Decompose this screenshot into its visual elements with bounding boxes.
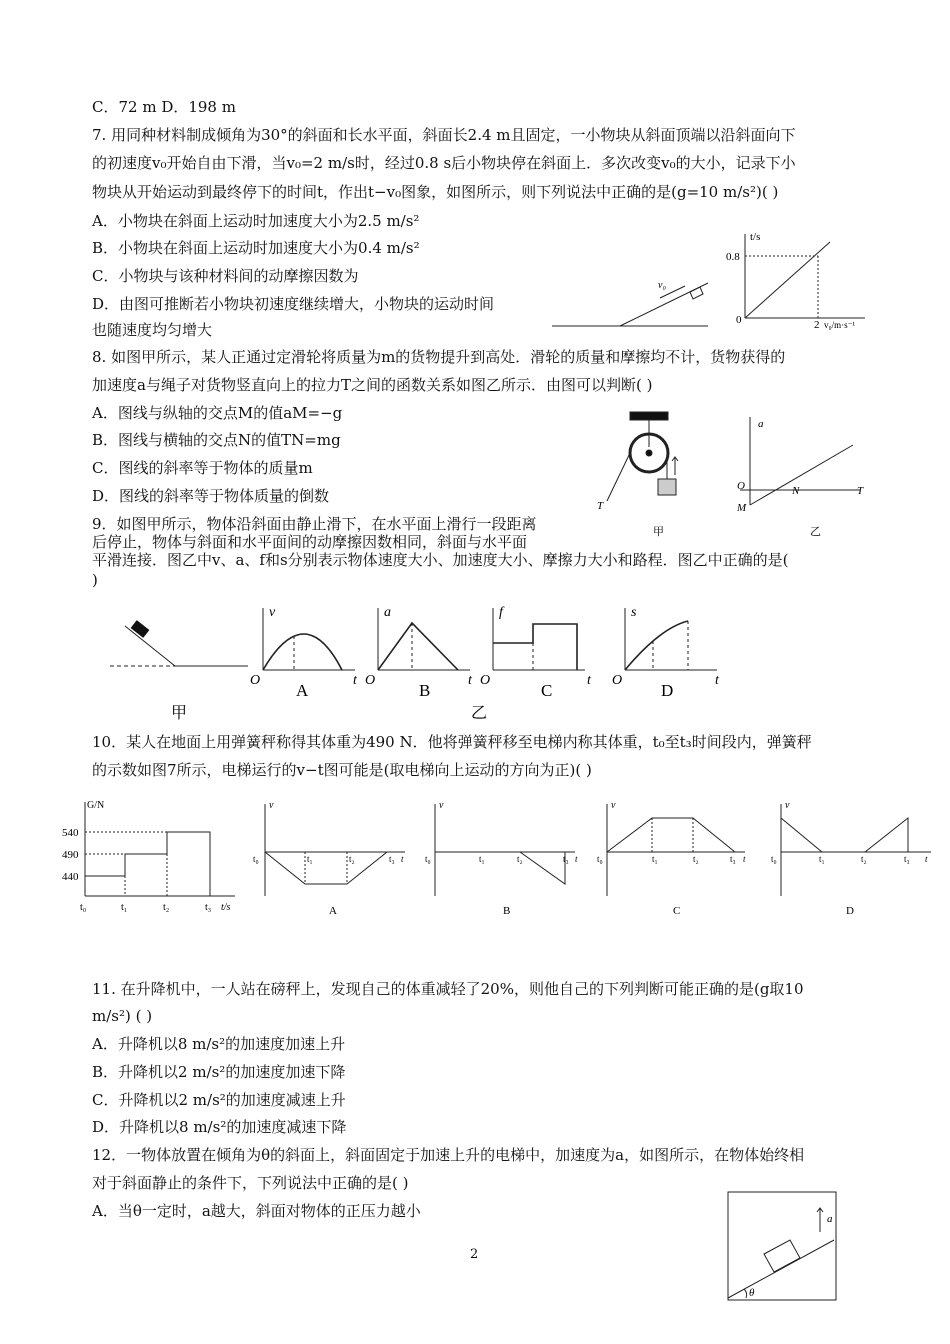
line-q10-1: 10．某人在地面上用弹簧秤称得其体重为490 N．他将弹簧秤移至电梯内称其体重，t₀至t₃时间段内，弹簧秤 bbox=[92, 733, 812, 751]
q9-caption-yi: 乙 bbox=[471, 705, 488, 722]
q8-T-label: T bbox=[597, 500, 604, 512]
q10-v-B: v bbox=[439, 800, 444, 811]
q12-a-label: a bbox=[827, 1213, 833, 1225]
q9-caption-jia: 甲 bbox=[171, 705, 188, 722]
q10-label-D: D bbox=[846, 905, 854, 917]
line-q9-3: 平滑连接．图乙中v、a、f和s分别表示物体速度大小、加速度大小、摩擦力大小和路程．图乙中正确的是( bbox=[92, 551, 789, 569]
q10-tick-540: 540 bbox=[62, 827, 79, 839]
q10-A-t0: t₀ bbox=[253, 854, 259, 864]
line-q7-d: D．由图可推断若小物块初速度继续增大，小物块的运动时间 bbox=[92, 295, 495, 313]
q8-figure bbox=[585, 405, 875, 545]
q8-M-label: M bbox=[737, 502, 747, 514]
q10-C-t3: t₃ bbox=[730, 854, 736, 864]
q9-a-label: a bbox=[384, 605, 391, 620]
line-q7-a: A．小物块在斜面上运动时加速度大小为2.5 m/s² bbox=[92, 212, 420, 230]
q10-label-C: C bbox=[673, 905, 681, 917]
q10-D-t0: t₀ bbox=[771, 854, 777, 864]
q9-figure bbox=[105, 598, 725, 726]
line-q8-2: 加速度a与绳子对货物竖直向上的拉力T之间的函数关系如图乙所示．由图可以判断( ) bbox=[92, 376, 653, 394]
line-q6-options: C．72 m D．198 m bbox=[92, 98, 236, 116]
line-q7-c: C．小物块与该种材料间的动摩擦因数为 bbox=[92, 267, 359, 285]
q9-t-B: t bbox=[468, 673, 472, 688]
q9-v-label: v bbox=[269, 605, 276, 620]
q10-label-A: A bbox=[329, 905, 337, 917]
q7-x-tick: 2 bbox=[814, 319, 820, 331]
q9-O-D: O bbox=[612, 673, 623, 688]
line-q8-b: B．图线与横轴的交点N的值TN=mg bbox=[92, 431, 341, 449]
line-q8-a: A．图线与纵轴的交点M的值aM=−g bbox=[92, 404, 343, 422]
line-q12-a: A．当θ一定时，a越大，斜面对物体的正压力越小 bbox=[92, 1202, 421, 1220]
q9-t-D: t bbox=[715, 673, 719, 688]
q9-label-D: D bbox=[661, 681, 674, 700]
q7-x-axis-label: v₀/m·s⁻¹ bbox=[824, 320, 856, 330]
q10-v-C: v bbox=[611, 800, 616, 811]
q8-caption-yi: 乙 bbox=[810, 526, 821, 538]
q10-t2: t₂ bbox=[163, 902, 170, 913]
q10-v-D: v bbox=[785, 800, 790, 811]
q10-C-t: t bbox=[743, 854, 746, 864]
line-q9-4: ) bbox=[92, 571, 98, 589]
q8-O-label: O bbox=[737, 480, 745, 492]
q10-A-t1: t₁ bbox=[307, 854, 313, 864]
q10-label-B: B bbox=[503, 905, 511, 917]
q9-O-B: O bbox=[365, 673, 376, 688]
line-q12-1: 12．一物体放置在倾角为θ的斜面上，斜面固定于加速上升的电梯中，加速度为a，如图所示，在物体始终相 bbox=[92, 1146, 805, 1164]
line-q8-1: 8. 如图甲所示，某人正通过定滑轮将质量为m的货物提升到高处．滑轮的质量和摩擦均不计，货物获得的 bbox=[92, 348, 786, 366]
q10-C-t2: t₂ bbox=[693, 854, 699, 864]
line-q7-b: B．小物块在斜面上运动时加速度大小为0.4 m/s² bbox=[92, 239, 420, 257]
q10-t3: t₃ bbox=[205, 902, 212, 913]
q9-s-label: s bbox=[631, 605, 637, 620]
q10-C-t0: t₀ bbox=[597, 854, 603, 864]
q10-B-t3: t₃ bbox=[563, 854, 569, 864]
line-q9-1: 9．如图甲所示，物体沿斜面由静止滑下，在水平面上滑行一段距离 bbox=[92, 515, 537, 533]
q10-D-t1: t₁ bbox=[819, 854, 825, 864]
q10-C-t1: t₁ bbox=[652, 854, 658, 864]
q10-G-label: G/N bbox=[87, 800, 105, 811]
q10-A-t3: t₃ bbox=[389, 854, 395, 864]
q7-v0-label: v₀ bbox=[658, 280, 666, 291]
line-q12-2: 对于斜面静止的条件下，下列说法中正确的是( ) bbox=[92, 1174, 409, 1192]
q7-t-axis-label: t/s bbox=[750, 231, 761, 243]
q9-f-label: f bbox=[499, 605, 503, 620]
line-q7-2: 的初速度v₀开始自由下滑，当v₀=2 m/s时，经过0.8 s后小物块停在斜面上．多次改变v₀的大小，记录下小 bbox=[92, 154, 796, 172]
q8-caption-jia: 甲 bbox=[653, 526, 664, 538]
q9-O-C: O bbox=[480, 673, 491, 688]
q7-figure bbox=[550, 228, 880, 332]
q10-t1: t₁ bbox=[121, 902, 128, 913]
line-q8-d: D．图线的斜率等于物体质量的倒数 bbox=[92, 487, 330, 505]
line-q11-a: A．升降机以8 m/s²的加速度加速上升 bbox=[92, 1035, 346, 1053]
line-q11-d: D．升降机以8 m/s²的加速度减速下降 bbox=[92, 1118, 347, 1136]
q10-t-unit: t/s bbox=[221, 902, 231, 913]
q7-y-tick: 0.8 bbox=[726, 251, 740, 263]
line-q11-b: B．升降机以2 m/s²的加速度加速下降 bbox=[92, 1063, 346, 1081]
q10-tick-490: 490 bbox=[62, 849, 79, 861]
q12-theta-label: θ bbox=[749, 1287, 755, 1299]
line-q10-2: 的示数如图7所示，电梯运行的v−t图可能是(取电梯向上运动的方向为正)( ) bbox=[92, 761, 592, 779]
q10-A-t2: t₂ bbox=[349, 854, 355, 864]
q10-D-t3: t₃ bbox=[904, 854, 910, 864]
line-q8-c: C．图线的斜率等于物体的质量m bbox=[92, 459, 313, 477]
q9-O-A: O bbox=[250, 673, 261, 688]
q10-t0: t₀ bbox=[80, 902, 87, 913]
q9-t-C: t bbox=[587, 673, 591, 688]
q10-A-t: t bbox=[401, 854, 404, 864]
q9-label-A: A bbox=[296, 681, 309, 700]
q8-N-label: N bbox=[792, 485, 800, 497]
q10-B-t0: t₀ bbox=[425, 854, 431, 864]
q10-D-t2: t₂ bbox=[861, 854, 867, 864]
line-q11-c: C．升降机以2 m/s²的加速度减速上升 bbox=[92, 1091, 346, 1109]
page-number: 2 bbox=[470, 1247, 479, 1262]
q10-v-A: v bbox=[269, 800, 274, 811]
q9-label-C: C bbox=[541, 681, 553, 700]
q10-B-t1: t₁ bbox=[479, 854, 485, 864]
q9-label-B: B bbox=[419, 681, 431, 700]
q8-a-label: a bbox=[758, 418, 764, 430]
line-q7-3: 物块从开始运动到最终停下的时间t，作出t−v₀图象，如图所示，则下列说法中正确的是(g=10 m/s²)( ) bbox=[92, 183, 779, 201]
q10-B-t2: t₂ bbox=[517, 854, 523, 864]
q9-t-A: t bbox=[353, 673, 357, 688]
q12-figure bbox=[724, 1190, 844, 1304]
line-q7-1: 7. 用同种材料制成倾角为30°的斜面和长水平面，斜面长2.4 m且固定，一小物块从斜面顶端以沿斜面向下 bbox=[92, 126, 796, 144]
q8-T2-label: T bbox=[857, 485, 864, 497]
q10-tick-440: 440 bbox=[62, 871, 79, 883]
line-q11-1: 11. 在升降机中，一人站在磅秤上，发现自己的体重减轻了20%，则他自己的下列判断可能正确的是(g取10 bbox=[92, 980, 804, 998]
q10-D-t: t bbox=[925, 854, 928, 864]
q10-B-t: t bbox=[575, 854, 578, 864]
line-q9-2: 后停止，物体与斜面和水平面间的动摩擦因数相同，斜面与水平面 bbox=[92, 533, 528, 551]
line-q11-2: m/s²) ( ) bbox=[92, 1007, 153, 1025]
q10-figure bbox=[55, 796, 945, 922]
line-q7-d2: 也随速度均匀增大 bbox=[92, 321, 213, 339]
q7-origin: 0 bbox=[736, 314, 742, 326]
